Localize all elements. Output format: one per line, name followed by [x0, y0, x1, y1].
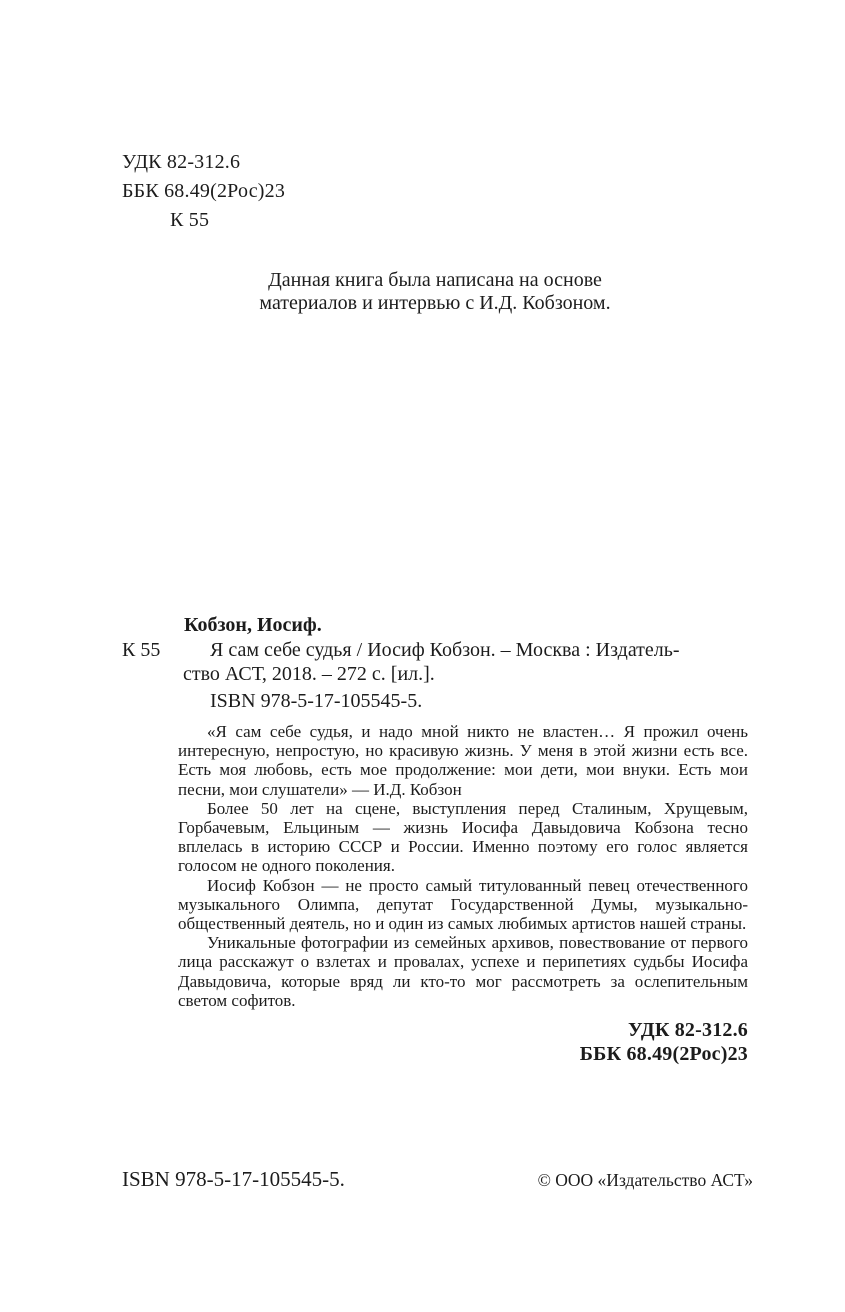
catalog-entry-line: ство АСТ, 2018. – 272 с. [ил.].: [183, 663, 435, 686]
udk-code: УДК 82-312.6: [628, 1019, 748, 1041]
footer-row: [122, 1167, 753, 1192]
edition-notice-line: материалов и интервью с И.Д. Кобзоном.: [259, 292, 611, 314]
isbn-line: ISBN 978-5-17-105545-5.: [210, 689, 423, 712]
catalog-entry-line: Я сам себе судья / Иосиф Кобзон. – Москва : Издатель-: [210, 638, 680, 661]
author-sign-code: К 55: [122, 638, 161, 661]
bottom-classification-codes: [122, 1018, 748, 1066]
author-sign-code: К 55: [170, 209, 210, 231]
footer-isbn: ISBN 978-5-17-105545-5.: [122, 1167, 345, 1191]
udk-code: УДК 82-312.6: [122, 151, 241, 173]
edition-notice: [122, 269, 748, 315]
edition-notice-line: Данная книга была написана на основе: [268, 269, 602, 291]
annotation-paragraph: Иосиф Кобзон — не просто самый титулованный певец отечественного музыкального Олимпа, депутат Государственной Думы, музыкально-общественный деятель, но и один из самых любимых артистов нашей страны.: [178, 875, 748, 934]
author-heading: Кобзон, Иосиф.: [184, 614, 322, 636]
copyright-notice: © ООО «Издательство АСТ»: [537, 1170, 753, 1190]
annotation-paragraph: Уникальные фотографии из семейных архивов, повествование от первого лица расскажут о взлетах и провалах, успехе и перипетиях судьбы Иосифа Давыдовича, которые вряд ли кто-то мог рассмотреть за ослепительным светом софитов.: [178, 933, 748, 1010]
annotation-paragraph: «Я сам себе судья, и надо мной никто не властен… Я прожил очень интересную, непростую, но красивую жизнь. У меня в этой жизни есть все. Есть моя любовь, есть мое продолжение: мои дети, мои внуки. Есть мои песни, мои слушатели» — И.Д. Кобзон: [178, 722, 748, 799]
catalog-card: [122, 613, 752, 713]
annotation-block: [178, 722, 748, 1010]
bbk-code: ББК 68.49(2Рос)23: [122, 180, 286, 202]
catalog-entry: [122, 638, 752, 687]
annotation-paragraph: Более 50 лет на сцене, выступления перед Сталиным, Хрущевым, Горбачевым, Ельциным — жизнь Иосифа Давыдовича Кобзона тесно вплелась в историю СССР и России. Именно поэтому его голос является голосом не одного поколения.: [178, 798, 748, 876]
top-classification-codes: [122, 148, 285, 235]
bbk-code: ББК 68.49(2Рос)23: [579, 1043, 748, 1065]
